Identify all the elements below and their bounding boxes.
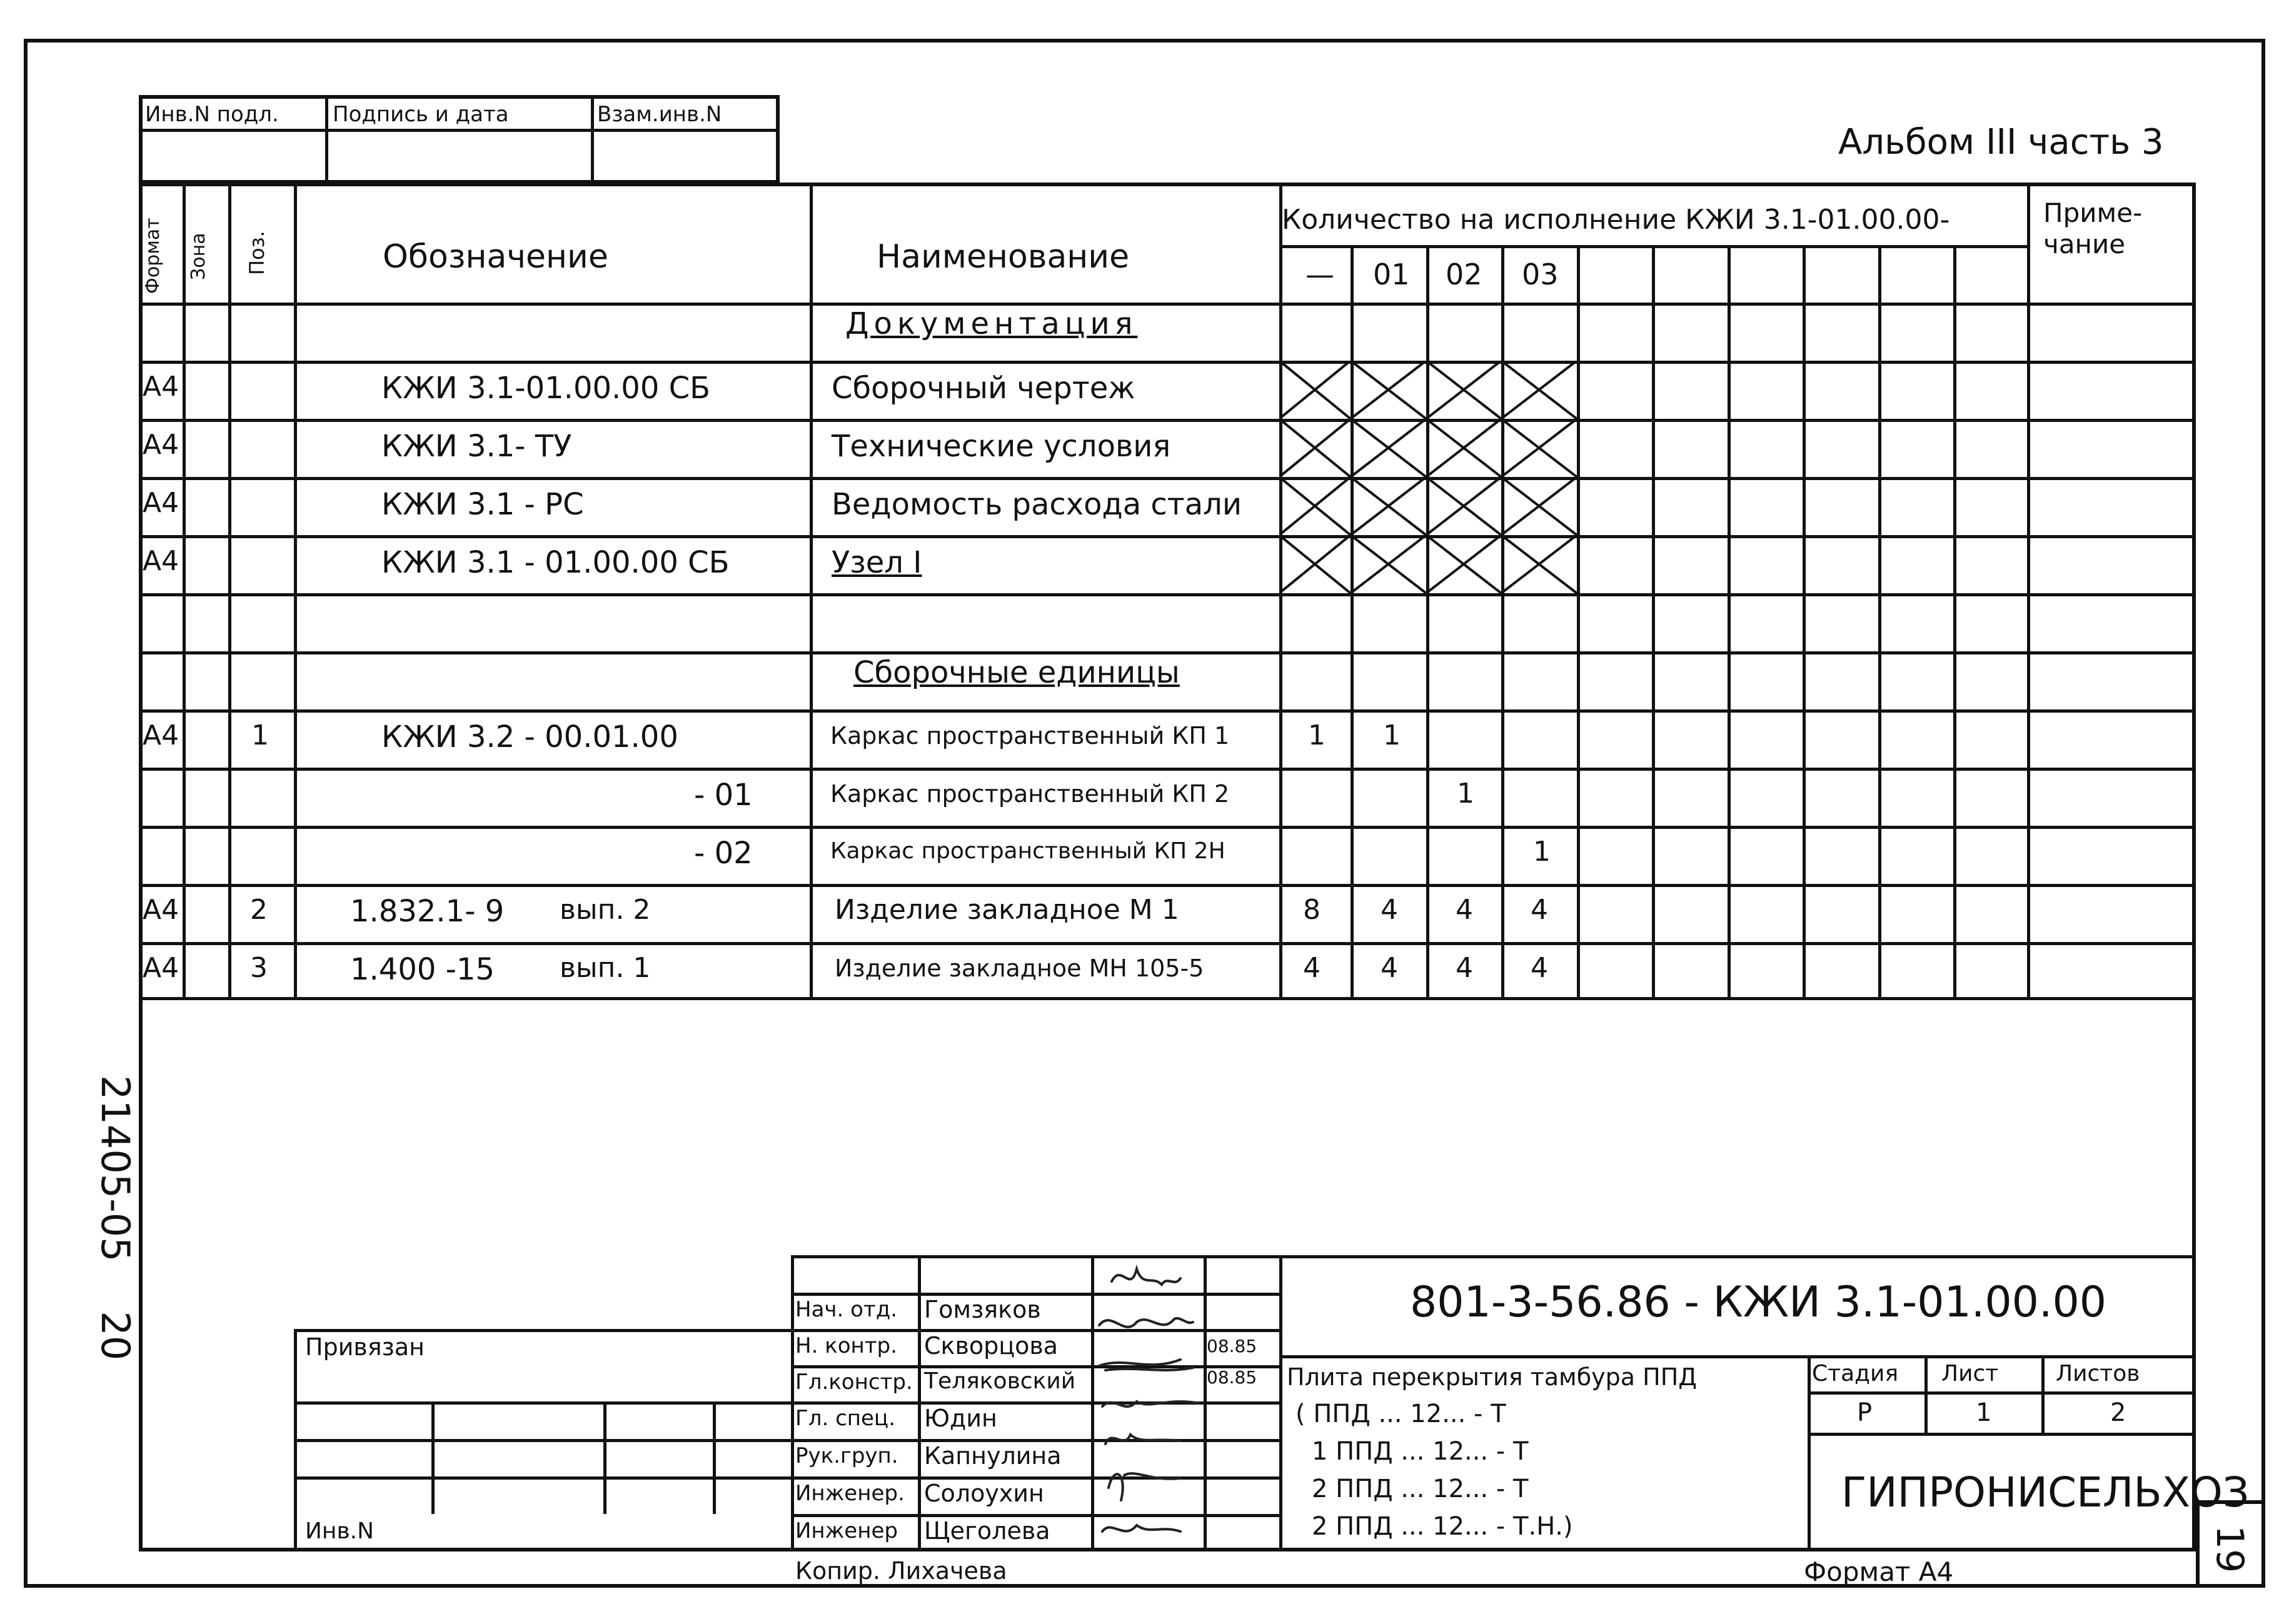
unit-row-qty: 1 bbox=[1308, 719, 1326, 751]
signatory-date: 08.85 bbox=[1207, 1336, 1257, 1356]
signatory-name: Гомзяков bbox=[924, 1296, 1041, 1323]
unit-row-name: Изделие закладное МН 105-5 bbox=[835, 955, 1204, 982]
top-stamp-col3: Взам.инв.N bbox=[597, 102, 722, 127]
signatory-role: Инженер bbox=[795, 1518, 898, 1543]
signatory-name: Капнулина bbox=[924, 1442, 1062, 1470]
title-line: Плита перекрытия тамбура ППД bbox=[1287, 1363, 1697, 1391]
stage-value: Р bbox=[1857, 1398, 1873, 1427]
unit-row-format: А4 bbox=[143, 894, 179, 926]
unit-row-suffix: - 01 bbox=[694, 778, 753, 813]
doc-row-designation: КЖИ 3.1- ТУ bbox=[381, 429, 572, 464]
doc-row-format: А4 bbox=[143, 371, 179, 403]
unit-row-pos: 1 bbox=[251, 719, 269, 751]
signatory-role: Инженер. bbox=[795, 1481, 905, 1506]
title-line: 1 ППД ... 12... - Т bbox=[1312, 1437, 1529, 1466]
unit-row-qty: 4 bbox=[1303, 952, 1321, 984]
page-number: 19 bbox=[2208, 1525, 2251, 1573]
signatory-role: Рук.груп. bbox=[795, 1443, 898, 1468]
header-designation: Обозначение bbox=[383, 238, 608, 276]
title-line: 2 ППД ... 12... - Т.Н.) bbox=[1312, 1512, 1573, 1541]
doc-row-format: А4 bbox=[143, 545, 179, 577]
section-documentation: Документация bbox=[845, 306, 1138, 341]
unit-row-qty: 1 bbox=[1383, 719, 1401, 751]
sheet-label: Лист bbox=[1941, 1361, 1999, 1386]
unit-row-qty: 4 bbox=[1531, 894, 1548, 926]
doc-row-format: А4 bbox=[143, 487, 179, 519]
header-variant-2: 02 bbox=[1446, 258, 1482, 291]
top-stamp-col2: Подпись и дата bbox=[333, 102, 509, 127]
unit-row-qty: 4 bbox=[1381, 952, 1398, 984]
unit-row-qty: 8 bbox=[1303, 894, 1321, 926]
doc-row-name: Ведомость расхода стали bbox=[832, 487, 1242, 522]
side-code: 21405-05 20 bbox=[93, 1075, 138, 1361]
unit-row-qty: 4 bbox=[1456, 952, 1473, 984]
signatory-role: Гл. спец. bbox=[795, 1406, 895, 1431]
unit-row-format: А4 bbox=[143, 719, 179, 751]
doc-row-format: А4 bbox=[143, 429, 179, 461]
signatory-name: Скворцова bbox=[924, 1332, 1059, 1360]
doc-row-name: Технические условия bbox=[832, 429, 1171, 464]
crossed-cells bbox=[1279, 361, 1581, 593]
stage-label: Стадия bbox=[1812, 1361, 1899, 1386]
unit-row-suffix: - 02 bbox=[694, 836, 753, 871]
unit-row-designation: 1.832.1- 9 bbox=[350, 894, 505, 929]
unit-row-name: Изделие закладное М 1 bbox=[835, 894, 1179, 926]
signatory-name: Солоухин bbox=[924, 1480, 1044, 1507]
unit-row-pos: 2 bbox=[250, 894, 268, 926]
header-format: Формат bbox=[142, 218, 164, 294]
unit-row-format: А4 bbox=[143, 952, 179, 984]
unit-row-qty: 4 bbox=[1456, 894, 1473, 926]
signatory-role: Нач. отд. bbox=[795, 1297, 898, 1322]
unit-row-qty: 4 bbox=[1531, 952, 1548, 984]
title-line: ( ППД ... 12... - Т bbox=[1295, 1400, 1506, 1428]
top-stamp-col1: Инв.N подл. bbox=[145, 102, 279, 127]
sheet-value: 1 bbox=[1976, 1398, 1992, 1427]
doc-row-name: Узел I bbox=[832, 545, 922, 580]
section-assembly-units: Сборочные единицы bbox=[853, 655, 1180, 690]
unit-row-name: Каркас пространственный КП 1 bbox=[830, 722, 1230, 749]
header-quantity: Количество на исполнение КЖИ 3.1-01.00.00- bbox=[1282, 204, 1950, 236]
unit-row-name: Каркас пространственный КП 2Н bbox=[830, 838, 1225, 864]
doc-row-designation: КЖИ 3.1 - 01.00.00 СБ bbox=[381, 545, 730, 580]
handwritten-signatures bbox=[1093, 1256, 1202, 1550]
header-name: Наименование bbox=[877, 238, 1130, 276]
signatory-date: 08.85 bbox=[1207, 1367, 1257, 1388]
signatory-name: Щеголева bbox=[924, 1517, 1050, 1545]
album-label: Альбом III часть 3 bbox=[1838, 122, 2164, 163]
title-line: 2 ППД ... 12... - Т bbox=[1312, 1475, 1529, 1503]
privyazan-label: Привязан bbox=[305, 1333, 425, 1361]
header-zone: Зона bbox=[188, 233, 209, 280]
signatory-name: Теляковский bbox=[924, 1368, 1076, 1394]
sheets-value: 2 bbox=[2110, 1398, 2126, 1427]
doc-row-designation: КЖИ 3.1-01.00.00 СБ bbox=[381, 371, 711, 406]
signatory-role: Гл.констр. bbox=[795, 1370, 913, 1395]
format-footer: Формат А4 bbox=[1804, 1556, 1954, 1587]
unit-row-qty: 1 bbox=[1457, 778, 1474, 809]
unit-row-qty: 1 bbox=[1533, 836, 1551, 868]
unit-row-designation: 1.400 -15 bbox=[350, 952, 495, 987]
header-variant-1: 01 bbox=[1373, 258, 1410, 291]
doc-row-designation: КЖИ 3.1 - РС bbox=[381, 487, 584, 522]
signatory-name: Юдин bbox=[924, 1405, 997, 1432]
header-note: Приме- чание bbox=[2043, 198, 2143, 260]
unit-row-designation: КЖИ 3.2 - 00.01.00 bbox=[381, 719, 678, 754]
signatory-role: Н. контр. bbox=[795, 1333, 897, 1358]
sheets-label: Листов bbox=[2056, 1361, 2140, 1386]
document-code: 801-3-56.86 - КЖИ 3.1-01.00.00 bbox=[1410, 1278, 2107, 1327]
header-variant-3: 03 bbox=[1522, 258, 1559, 291]
organization-name: ГИПРОНИСЕЛЬХОЗ bbox=[1841, 1468, 2250, 1516]
doc-row-name: Сборочный чертеж bbox=[832, 371, 1135, 406]
header-pos: Поз. bbox=[245, 231, 269, 275]
unit-row-suffix: вып. 2 bbox=[560, 894, 651, 926]
unit-row-name: Каркас пространственный КП 2 bbox=[830, 780, 1230, 808]
unit-row-suffix: вып. 1 bbox=[560, 952, 651, 984]
unit-row-qty: 4 bbox=[1381, 894, 1398, 926]
inv-n-label: Инв.N bbox=[305, 1518, 375, 1544]
unit-row-pos: 3 bbox=[250, 952, 268, 984]
copied-by: Копир. Лихачева bbox=[795, 1557, 1007, 1585]
header-variant-0: — bbox=[1305, 258, 1334, 291]
